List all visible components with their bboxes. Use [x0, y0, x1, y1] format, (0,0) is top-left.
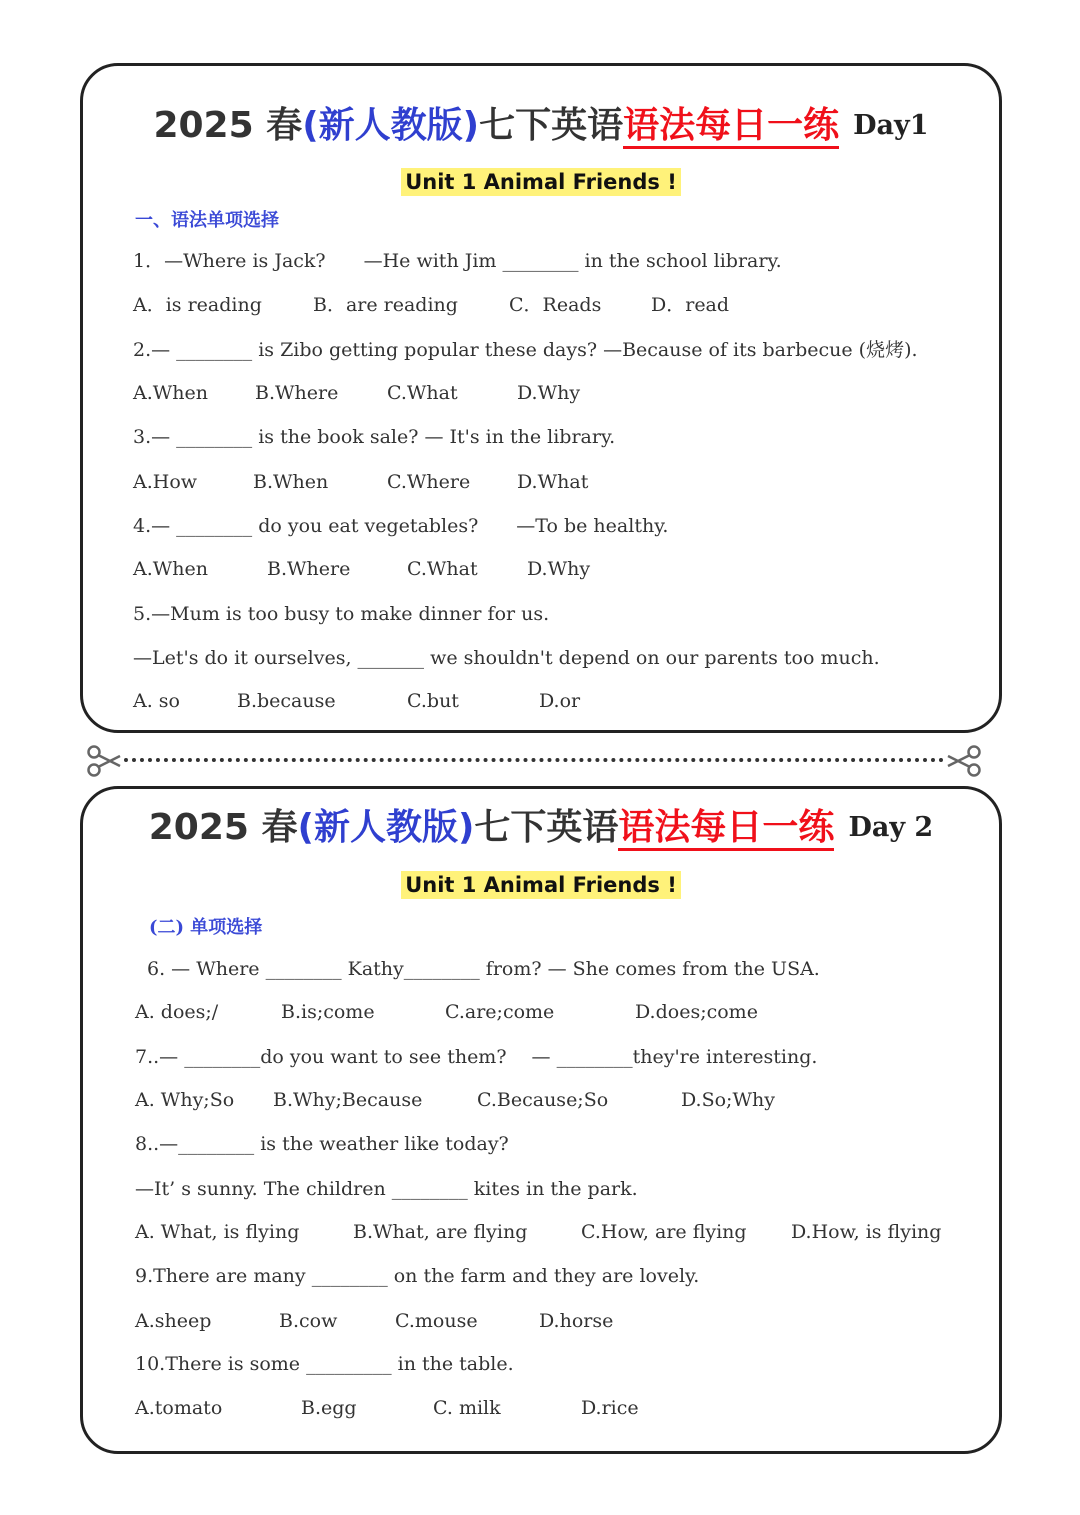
- option-c: C.What: [407, 558, 478, 580]
- option-c: C．Reads: [509, 294, 602, 316]
- option-d: D.does;come: [635, 1001, 758, 1023]
- option-b: B.cow: [279, 1310, 338, 1332]
- title-edition: (新人教版): [302, 105, 480, 146]
- cut-line: [86, 744, 982, 778]
- option-a: A.tomato: [135, 1397, 223, 1419]
- option-b: B.What, are flying: [353, 1221, 528, 1243]
- option-b: B.Where: [267, 558, 351, 580]
- worksheet-day1: [80, 63, 1002, 733]
- question-1: 1．—Where is Jack? —He with Jim ________ in the school library.: [133, 250, 782, 272]
- option-a: A. What, is flying: [135, 1221, 300, 1243]
- question-3: 3.— ________ is the book sale? — It's in the library.: [133, 426, 616, 448]
- option-c: C. milk: [433, 1397, 501, 1419]
- option-a: A.sheep: [135, 1310, 212, 1332]
- title-year: 2025 春: [148, 807, 298, 848]
- scissors-icon: [946, 744, 982, 778]
- question-9: 9.There are many ________ on the farm and they are lovely.: [135, 1265, 700, 1287]
- worksheet-day2: [80, 786, 1002, 1454]
- question-10: 10.There is some _________ in the table.: [135, 1353, 514, 1375]
- option-d: D.What: [517, 471, 589, 493]
- question-4: 4.— ________ do you eat vegetables? —To be healthy.: [133, 515, 669, 537]
- question-8: 8..—________ is the weather like today?: [135, 1133, 509, 1155]
- option-d: D.rice: [581, 1397, 639, 1419]
- title-grade: 七下英语: [474, 807, 619, 848]
- worksheet-title: [83, 806, 999, 850]
- section-heading: 一、语法单项选择: [135, 210, 279, 231]
- question-2: 2.— ________ is Zibo getting popular these days? —Because of its barbecue (烧烤).: [133, 339, 918, 361]
- option-b: B.egg: [301, 1397, 357, 1419]
- option-b: B.When: [253, 471, 329, 493]
- question-8-reply: —It’ s sunny. The children ________ kites in the park.: [135, 1178, 638, 1200]
- option-d: D.horse: [539, 1310, 614, 1332]
- day-label: Day1: [853, 110, 929, 141]
- option-d: D.or: [539, 690, 581, 712]
- option-c: C.Because;So: [477, 1089, 609, 1111]
- option-c: C.but: [407, 690, 459, 712]
- question-7: 7..— ________do you want to see them? — ________they're interesting.: [135, 1046, 818, 1068]
- option-b: B.is;come: [281, 1001, 375, 1023]
- option-d: D.So;Why: [681, 1089, 775, 1111]
- option-d: D.How, is flying: [791, 1221, 942, 1243]
- option-c: C.mouse: [395, 1310, 478, 1332]
- day-label: Day 2: [848, 812, 934, 843]
- section-heading: (二) 单项选择: [149, 917, 263, 938]
- unit-label: Unit 1 Animal Friends !: [401, 168, 681, 196]
- option-c: C.are;come: [445, 1001, 555, 1023]
- question-5-reply: —Let's do it ourselves, _______ we shouldn't depend on our parents too much.: [133, 647, 880, 669]
- option-b: B．are reading: [313, 294, 458, 316]
- dotted-divider: [124, 758, 944, 762]
- option-b: B.because: [237, 690, 336, 712]
- option-a: A. does;/: [135, 1001, 219, 1023]
- unit-heading: [83, 871, 999, 899]
- unit-label: Unit 1 Animal Friends !: [401, 871, 681, 899]
- title-daily-practice: 语法每日一练: [623, 105, 839, 149]
- title-daily-practice: 语法每日一练: [618, 807, 834, 851]
- worksheet-title: [83, 104, 999, 148]
- unit-heading: [83, 168, 999, 196]
- option-a: A．is reading: [133, 294, 262, 316]
- option-d: D．read: [651, 294, 730, 316]
- question-6: 6. — Where ________ Kathy________ from? — She comes from the USA.: [147, 958, 820, 980]
- option-c: C.What: [387, 382, 458, 404]
- option-a: A.When: [133, 382, 209, 404]
- scissors-icon: [86, 744, 122, 778]
- option-a: A. so: [133, 690, 180, 712]
- option-a: A. Why;So: [135, 1089, 235, 1111]
- title-year: 2025 春: [153, 105, 303, 146]
- title-edition: (新人教版): [297, 807, 475, 848]
- title-grade: 七下英语: [479, 105, 624, 146]
- option-d: D.Why: [517, 382, 581, 404]
- option-b: B.Why;Because: [273, 1089, 423, 1111]
- option-c: C.Where: [387, 471, 471, 493]
- question-5: 5.—Mum is too busy to make dinner for us.: [133, 603, 550, 625]
- option-c: C.How, are flying: [581, 1221, 747, 1243]
- option-d: D.Why: [527, 558, 591, 580]
- option-a: A.When: [133, 558, 209, 580]
- option-b: B.Where: [255, 382, 339, 404]
- option-a: A.How: [133, 471, 198, 493]
